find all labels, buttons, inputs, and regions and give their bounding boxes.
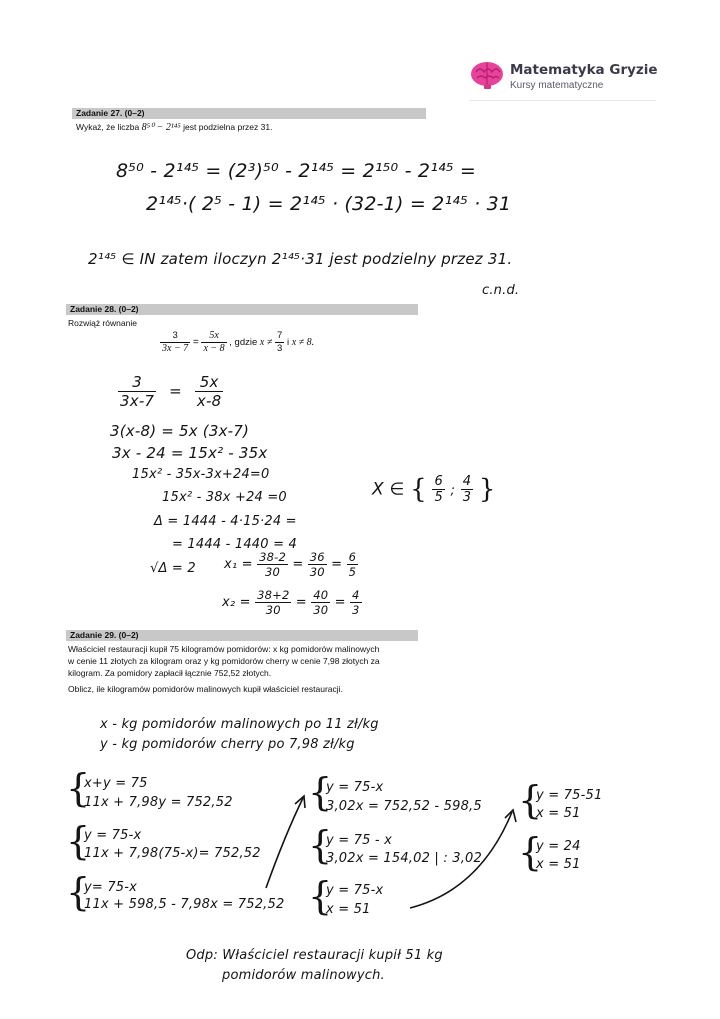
logo-title: Matematyka Gryzie xyxy=(510,62,658,78)
task28-step3: 15x² - 35x-3x+24=0 xyxy=(132,467,270,482)
task29-brace-5: { xyxy=(308,823,333,867)
task28-x1: x₁ = $\frac{38-2}{30}$ = $\frac{36}{30}$ = $\frac{6}{5}$ xyxy=(224,550,357,579)
task29-s3b: 11x + 598,5 - 7,98x = 752,52 xyxy=(84,897,285,912)
task29-s3a: y= 75-x xyxy=(84,880,138,895)
task27-prompt-num: 31. xyxy=(260,122,273,132)
task29-s6a: y = 75-x xyxy=(326,883,384,898)
task27-cnd: c.n.d. xyxy=(482,283,520,298)
task29-s6b: x = 51 xyxy=(326,902,371,917)
task28-hw-equation: $\frac{3}{3x-7}$ = $\frac{5x}{x-8}$ xyxy=(120,373,222,410)
logo-subtitle: Kursy matematyczne xyxy=(510,80,604,91)
task28-cond-i: i xyxy=(286,337,290,349)
task29-def-y: y - kg pomidorów cherry po 7,98 zł/kg xyxy=(100,737,355,752)
task28-step1: 3(x-8) = 5x (3x-7) xyxy=(110,422,250,440)
task29-s4a: y = 75-x xyxy=(326,780,384,795)
task28-x2-frac2: $\frac{40}{30}$ xyxy=(313,588,329,617)
task29-s7a: y = 75-51 xyxy=(536,788,603,803)
task28-x2-frac1: $\frac{38+2}{30}$ xyxy=(257,588,290,617)
task28-cond-x2: x ≠ 8. xyxy=(291,337,315,349)
task29-brace-8: { xyxy=(518,830,543,874)
task27-line1: 8⁵⁰ - 2¹⁴⁵ = (2³)⁵⁰ - 2¹⁴⁵ = 2¹⁵⁰ - 2¹⁴⁵ = xyxy=(116,160,477,182)
task28-solution: X ∈ { $\frac{6}{5}$ ; $\frac{4}{3}$ } xyxy=(372,474,496,505)
task28-cond-x1: x ≠ xyxy=(259,337,273,349)
task29-header: Zadanie 29. (0–2) xyxy=(66,630,418,641)
task27-prompt-a: Wykaż, że liczba xyxy=(76,122,140,132)
task28-x2: x₂ = $\frac{38+2}{30}$ = $\frac{40}{30}$ = $\frac{4}{3}$ xyxy=(222,588,360,617)
task28-step4: 15x² - 38x +24 =0 xyxy=(162,490,287,505)
task28-eq-frac1: $\frac{3}{3x - 7}$ xyxy=(162,330,189,354)
task28-x1-frac1: $\frac{38-2}{30}$ xyxy=(259,550,286,579)
task28-step5: Δ = 1444 - 4·15·24 = xyxy=(154,514,297,529)
task29-s5b: 3,02x = 154,02 | : 3,02 xyxy=(326,851,482,866)
task27-prompt-b: jest podzielna przez xyxy=(183,122,259,132)
task29-brace-4: { xyxy=(308,770,333,814)
arrow-to-system4-head xyxy=(295,796,305,808)
task28-step6: = 1444 - 1440 = 4 xyxy=(172,537,297,552)
task28-cond-a: , gdzie xyxy=(229,337,258,349)
task29-s2b: 11x + 7,98(75-x)= 752,52 xyxy=(84,846,261,861)
task28-step2: 3x - 24 = 15x² - 35x xyxy=(112,444,268,462)
task27-line2: 2¹⁴⁵·( 2⁵ - 1) = 2¹⁴⁵ · (32-1) = 2¹⁴⁵ · 31 xyxy=(146,193,512,215)
task29-s8a: y = 24 xyxy=(536,839,581,854)
task29-s8b: x = 51 xyxy=(536,857,581,872)
task28-sol-frac2: $\frac{4}{3}$ xyxy=(462,474,472,505)
arrow-to-system7 xyxy=(410,812,512,908)
task29-brace-3: { xyxy=(66,870,91,914)
task28-sol-frac1: $\frac{6}{5}$ xyxy=(434,474,443,505)
task28-header: Zadanie 28. (0–2) xyxy=(66,304,418,315)
task29-s4b: 3,02x = 752,52 - 598,5 xyxy=(326,799,482,814)
task29-answer1: Odp: Właściciel restauracji kupił 51 kg xyxy=(186,948,443,963)
task29-brace-2: { xyxy=(66,819,91,863)
task29-p2: w cenie 11 złotych za kilogram oraz y kg pomidorów cherry w cenie 7,98 złotych za xyxy=(68,656,380,666)
task28-sqrt-delta: √Δ = 2 xyxy=(150,561,196,576)
task27-prompt-expr: 8⁵⁰ − 2¹⁴⁵ xyxy=(141,122,181,133)
task29-answer2: pomidorów malinowych. xyxy=(222,968,385,983)
task29-p1: Właściciel restauracji kupił 75 kilogramów pomidorów: x kg pomidorów malinowych xyxy=(68,644,380,654)
task28-x2-frac3: $\frac{4}{3}$ xyxy=(352,588,360,617)
task29-brace-6: { xyxy=(308,874,333,918)
task28-x1-frac3: $\frac{6}{5}$ xyxy=(348,550,357,579)
task29-s1a: x+y = 75 xyxy=(84,776,148,791)
task29-p4: Oblicz, ile kilogramów pomidorów malinowych kupił właściciel restauracji. xyxy=(68,684,343,694)
task29-s1b: 11x + 7,98y = 752,52 xyxy=(84,795,233,810)
task28-prompt: Rozwiąż równanie xyxy=(68,318,137,328)
task28-hw-frac2: $\frac{5x}{x-8}$ xyxy=(196,373,222,410)
task28-eq-frac2: $\frac{5x}{x - 8}$ xyxy=(203,330,225,354)
task29-p3: kilogram. Za pomidory zapłacił łącznie 752,52 złotych. xyxy=(68,668,272,678)
task29-def-x: x - kg pomidorów malinowych po 11 zł/kg xyxy=(100,717,379,732)
task29-s7b: x = 51 xyxy=(536,806,581,821)
task29-s2a: y = 75-x xyxy=(84,828,142,843)
task29-brace-1: { xyxy=(66,766,91,810)
task27-header: Zadanie 27. (0–2) xyxy=(72,108,426,119)
task28-cond-frac: $\frac{7}{3}$ xyxy=(277,330,283,354)
task28-equation: $\frac{3}{3x - 7}$ = $\frac{5x}{x - 8}$ , gdzie x ≠ $\frac{7}{3}$ i x ≠ 8. xyxy=(162,330,315,354)
task28-hw-frac1: $\frac{3}{3x-7}$ xyxy=(120,373,155,410)
task29-s5a: y = 75 - x xyxy=(326,833,393,848)
task27-line3: 2¹⁴⁵ ∈ IN zatem iloczyn 2¹⁴⁵·31 jest podzielny przez 31. xyxy=(88,250,513,268)
task28-x1-frac2: $\frac{36}{30}$ xyxy=(309,550,325,579)
task29-brace-7: { xyxy=(518,778,543,822)
arrow-to-system4 xyxy=(266,798,303,888)
